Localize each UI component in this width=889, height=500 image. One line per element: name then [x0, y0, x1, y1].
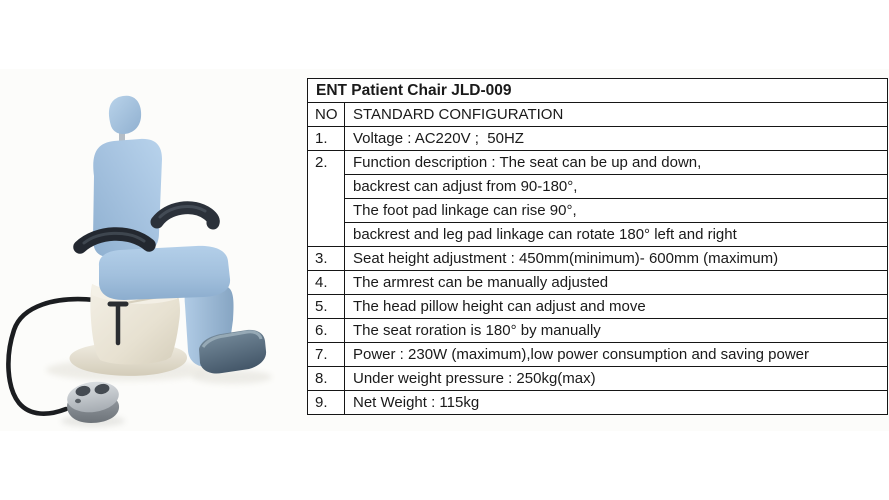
- row-config: Net Weight : 115kg: [345, 391, 888, 415]
- row-no: 3.: [308, 247, 345, 271]
- spec-table: [307, 78, 888, 415]
- row-no: 8.: [308, 367, 345, 391]
- product-photo-ent-chair: [0, 55, 330, 445]
- row-no: 5.: [308, 295, 345, 319]
- chair-headrest: [109, 96, 141, 134]
- row-no: 7.: [308, 343, 345, 367]
- table-row: [308, 223, 888, 247]
- row-no: 1.: [308, 127, 345, 151]
- table-row: [308, 295, 888, 319]
- table-row: [308, 343, 888, 367]
- table-header-row: [308, 103, 888, 127]
- table-row: [308, 319, 888, 343]
- row-config: The seat roration is 180° by manually: [345, 319, 888, 343]
- col-header-no: NO: [308, 103, 345, 127]
- row-config: The foot pad linkage can rise 90°,: [345, 199, 888, 223]
- row-config: backrest can adjust from 90-180°,: [345, 175, 888, 199]
- table-row: [308, 247, 888, 271]
- foot-pedal: [65, 379, 121, 423]
- row-no: 6.: [308, 319, 345, 343]
- row-no: 4.: [308, 271, 345, 295]
- row-config: Function description : The seat can be up and down,: [345, 151, 888, 175]
- row-no: 2.: [308, 151, 345, 247]
- armrest-right: [157, 206, 213, 223]
- col-header-config: STANDARD CONFIGURATION: [345, 103, 888, 127]
- row-config: Voltage : AC220V ; 50HZ: [345, 127, 888, 151]
- table-row: [308, 391, 888, 415]
- table-row: [308, 271, 888, 295]
- row-config: Under weight pressure : 250kg(max): [345, 367, 888, 391]
- row-config: backrest and leg pad linkage can rotate 180° left and right: [345, 223, 888, 247]
- table-row: [308, 151, 888, 175]
- row-config: The head pillow height can adjust and move: [345, 295, 888, 319]
- table-title-row: [308, 79, 888, 103]
- table-title: ENT Patient Chair JLD-009: [308, 79, 888, 103]
- table-row: [308, 127, 888, 151]
- table-row: [308, 367, 888, 391]
- row-no: 9.: [308, 391, 345, 415]
- table-row: [308, 175, 888, 199]
- seat-cushion: [99, 246, 230, 300]
- row-config: The armrest can be manually adjusted: [345, 271, 888, 295]
- row-config: Seat height adjustment : 450mm(minimum)- 600mm (maximum): [345, 247, 888, 271]
- table-row: [308, 199, 888, 223]
- row-config: Power : 230W (maximum),low power consumption and saving power: [345, 343, 888, 367]
